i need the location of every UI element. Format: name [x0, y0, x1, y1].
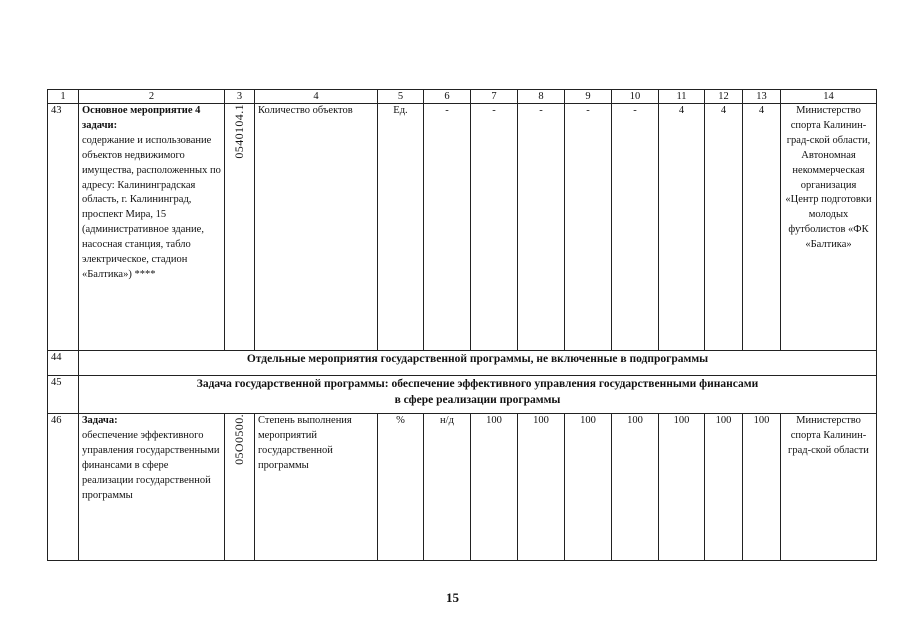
responsible-organization: Министерство спорта Калинин-град-ской области, Автономная некоммерческая организация «Центр подготовки молодых футболистов «ФК «Балтика»: [785, 105, 872, 251]
responsible-cell: [781, 414, 877, 561]
header-cell: 14: [781, 90, 877, 104]
code-cell: [225, 104, 255, 351]
table-row: [48, 351, 877, 376]
value-cell: 100: [612, 414, 659, 561]
indicator-name: Количество объектов: [255, 104, 378, 351]
header-cell: 9: [565, 90, 612, 104]
indicator-name: Степень выполнения мероприятий государственной программы: [255, 414, 378, 561]
header-cell: 7: [471, 90, 518, 104]
task-title-line2: в сфере реализации программы: [394, 394, 561, 407]
responsible-cell: [781, 104, 877, 351]
header-cell: 11: [659, 90, 705, 104]
value-cell: -: [612, 104, 659, 351]
row-number: 46: [48, 414, 79, 561]
value-cell: -: [471, 104, 518, 351]
value-cell: 100: [705, 414, 743, 561]
table-row: [48, 376, 877, 414]
unit-cell: Ед.: [378, 104, 424, 351]
activity-description: содержание и использование объектов недвижимого имущества, расположенных по адресу: Калининградская область, г. Калининград, проспект Мира, 15 (административное здание, насосная станция, табло электрическое, стадион «Балтика») ****: [82, 134, 221, 280]
row-number: 43: [48, 104, 79, 351]
value-cell: 100: [518, 414, 565, 561]
value-cell: 100: [743, 414, 781, 561]
code-cell: [225, 414, 255, 561]
value-cell: 100: [471, 414, 518, 561]
value-cell: 4: [659, 104, 705, 351]
budget-code: 05О0500.: [231, 414, 246, 465]
header-cell: 5: [378, 90, 424, 104]
header-cell: 13: [743, 90, 781, 104]
header-cell: 10: [612, 90, 659, 104]
activity-title: Основное мероприятие 4 задачи:: [82, 105, 201, 131]
header-cell: 3: [225, 90, 255, 104]
page-number: 15: [446, 590, 459, 605]
row-number: 44: [48, 351, 79, 376]
responsible-organization: Министерство спорта Калинин-град-ской области: [788, 415, 869, 456]
header-cell: 2: [79, 90, 225, 104]
value-cell: -: [424, 104, 471, 351]
header-cell: 4: [255, 90, 378, 104]
value-cell: -: [565, 104, 612, 351]
value-cell: 4: [705, 104, 743, 351]
section-title: Отдельные мероприятия государственной программы, не включенные в подпрограммы: [79, 351, 877, 376]
value-cell: н/д: [424, 414, 471, 561]
task-title-line1: Задача государственной программы: обеспечение эффективного управления государственными финансами: [196, 378, 759, 390]
table-header-row: [48, 90, 877, 104]
budget-code: 0540104.1: [231, 104, 246, 159]
header-cell: 1: [48, 90, 79, 104]
value-cell: -: [518, 104, 565, 351]
activity-description: обеспечение эффективного управления государственными финансами в сфере реализации государственной программы: [82, 429, 220, 501]
table-row: [48, 104, 877, 351]
activity-cell: [79, 104, 225, 351]
header-cell: 6: [424, 90, 471, 104]
row-number: 45: [48, 376, 79, 414]
task-title: [79, 376, 877, 414]
header-cell: 8: [518, 90, 565, 104]
activity-cell: [79, 414, 225, 561]
header-cell: 12: [705, 90, 743, 104]
indicators-table: [47, 89, 877, 561]
activity-title: Задача:: [82, 415, 118, 426]
value-cell: 100: [565, 414, 612, 561]
table-row: [48, 414, 877, 561]
value-cell: 100: [659, 414, 705, 561]
value-cell: 4: [743, 104, 781, 351]
unit-cell: %: [378, 414, 424, 561]
